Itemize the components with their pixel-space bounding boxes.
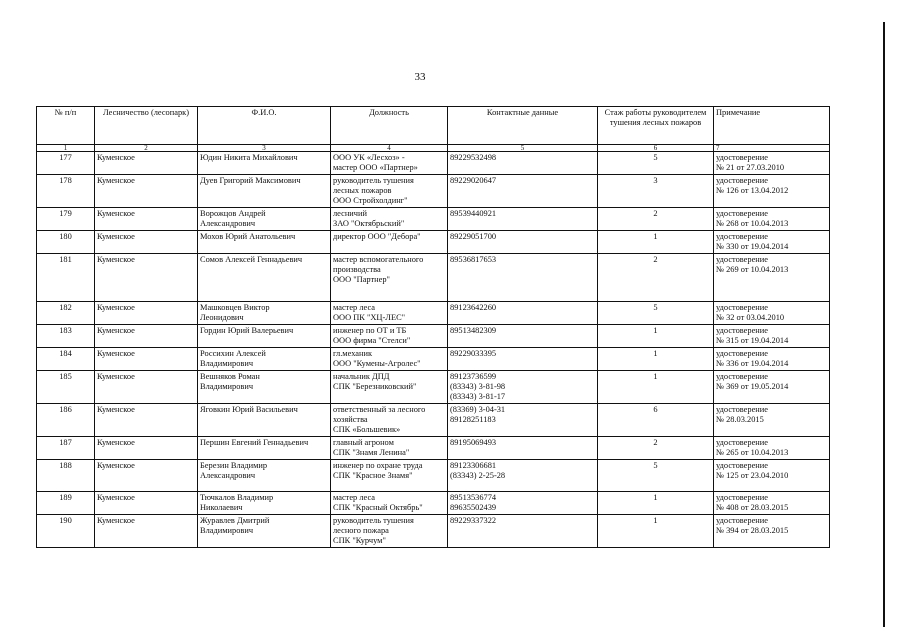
cell-line: 89229020647: [450, 176, 497, 185]
row-number-cell: [37, 460, 95, 492]
table-row: [37, 460, 830, 492]
position-cell: [331, 231, 448, 254]
cell-line: № 330 от 19.04.2014: [716, 242, 789, 251]
cell-line: № 408 от 28.03.2015: [716, 503, 789, 512]
cell-line: 89229532498: [450, 153, 497, 162]
contacts-cell: [448, 254, 598, 302]
row-number-cell: [37, 371, 95, 404]
cell-line: № 126 от 13.04.2012: [716, 186, 789, 195]
table-row: [37, 404, 830, 437]
table-row: [37, 515, 830, 548]
column-number: 4: [331, 145, 448, 152]
cell-line: 89229337322: [450, 516, 497, 525]
contacts-cell: [448, 231, 598, 254]
forestry-cell: [95, 404, 198, 437]
cell-value: 186: [59, 405, 72, 414]
cell-line: инженер по охране труда: [333, 461, 423, 470]
cell-line: Николаевич: [200, 503, 243, 512]
fire-chiefs-table: [36, 106, 830, 548]
experience-cell: [598, 437, 714, 460]
cell-value: Куменское: [97, 303, 135, 312]
cell-line: СПК "Красный Октябрь": [333, 503, 423, 512]
cell-line: Сомов Алексей Геннадьевич: [200, 255, 303, 264]
cell-line: Владимирович: [200, 359, 254, 368]
table-row: [37, 152, 830, 175]
row-number-cell: [37, 325, 95, 348]
experience-cell: [598, 460, 714, 492]
cell-line: 89513536774: [450, 493, 497, 502]
cell-line: 89123642260: [450, 303, 497, 312]
experience-cell: [598, 492, 714, 515]
forestry-cell: [95, 152, 198, 175]
contacts-cell: [448, 325, 598, 348]
cell-line: (83343) 3-81-98: [450, 382, 506, 391]
table-row: [37, 371, 830, 404]
notes-cell: [714, 325, 830, 348]
position-cell: [331, 492, 448, 515]
position-cell: [331, 254, 448, 302]
cell-line: 89123736599: [450, 372, 497, 381]
notes-cell: [714, 231, 830, 254]
cell-value: 184: [59, 349, 72, 358]
cell-line: удостоверение: [716, 153, 768, 162]
cell-line: Гордин Юрий Валерьевич: [200, 326, 294, 335]
position-cell: [331, 371, 448, 404]
cell-value: Куменское: [97, 153, 135, 162]
cell-line: ООО ПК "ХЦ-ЛЕС": [333, 313, 406, 322]
cell-value: 1: [653, 349, 658, 358]
column-number: 1: [37, 145, 95, 152]
notes-cell: [714, 175, 830, 208]
notes-cell: [714, 152, 830, 175]
position-cell: [331, 325, 448, 348]
cell-value: 2: [653, 438, 658, 447]
contacts-cell: [448, 302, 598, 325]
cell-line: ООО Стройхолдинг": [333, 196, 408, 205]
forestry-cell: [95, 208, 198, 231]
forestry-cell: [95, 175, 198, 208]
notes-cell: [714, 492, 830, 515]
notes-cell: [714, 460, 830, 492]
cell-line: Ворожцов Андрей: [200, 209, 266, 218]
notes-cell: [714, 348, 830, 371]
contacts-cell: [448, 208, 598, 231]
contacts-cell: [448, 492, 598, 515]
cell-value: Куменское: [97, 461, 135, 470]
contacts-cell: [448, 152, 598, 175]
contacts-cell: [448, 348, 598, 371]
forestry-cell: [95, 231, 198, 254]
experience-cell: [598, 254, 714, 302]
cell-line: СПК "Курчум": [333, 536, 386, 545]
cell-value: Куменское: [97, 516, 135, 525]
cell-value: 182: [59, 303, 72, 312]
notes-cell: [714, 208, 830, 231]
cell-line: СПК «Большевик»: [333, 425, 401, 434]
full-name-cell: [198, 208, 331, 231]
cell-value: Куменское: [97, 438, 135, 447]
cell-line: удостоверение: [716, 209, 768, 218]
cell-line: директор ООО "Дебора": [333, 232, 421, 241]
cell-line: № 265 от 10.04.2013: [716, 448, 789, 457]
column-number: 7: [714, 145, 830, 152]
cell-line: Владимирович: [200, 382, 254, 391]
cell-line: удостоверение: [716, 303, 768, 312]
cell-line: 89229033395: [450, 349, 497, 358]
position-cell: [331, 404, 448, 437]
forestry-cell: [95, 325, 198, 348]
experience-cell: [598, 208, 714, 231]
column-number: 5: [448, 145, 598, 152]
cell-line: гл.механик: [333, 349, 373, 358]
cell-value: Куменское: [97, 405, 135, 414]
cell-line: лесных пожаров: [333, 186, 392, 195]
cell-value: Куменское: [97, 176, 135, 185]
forestry-cell: [95, 302, 198, 325]
position-cell: [331, 460, 448, 492]
cell-line: удостоверение: [716, 461, 768, 470]
row-number-cell: [37, 404, 95, 437]
cell-line: удостоверение: [716, 349, 768, 358]
cell-line: удостоверение: [716, 405, 768, 414]
position-cell: [331, 175, 448, 208]
cell-value: 2: [653, 255, 658, 264]
position-cell: [331, 437, 448, 460]
page-number: 33: [414, 71, 426, 83]
cell-line: СПК "Березниковский": [333, 382, 417, 391]
cell-value: 6: [653, 405, 658, 414]
cell-value: 179: [59, 209, 72, 218]
cell-line: № 269 от 10.04.2013: [716, 265, 789, 274]
table-row: [37, 325, 830, 348]
forestry-cell: [95, 371, 198, 404]
notes-cell: [714, 254, 830, 302]
cell-value: 1: [653, 372, 658, 381]
cell-line: удостоверение: [716, 372, 768, 381]
full-name-cell: [198, 404, 331, 437]
cell-line: ООО "Партнер": [333, 275, 390, 284]
position-cell: [331, 152, 448, 175]
notes-cell: [714, 371, 830, 404]
cell-line: № 315 от 19.04.2014: [716, 336, 789, 345]
cell-line: инженер по ОТ и ТБ: [333, 326, 407, 335]
header-cell: Стаж работы руководителем тушения лесных пожаров: [598, 107, 714, 145]
position-cell: [331, 302, 448, 325]
cell-value: 1: [653, 493, 658, 502]
cell-line: Вешняков Роман: [200, 372, 260, 381]
cell-value: 183: [59, 326, 72, 335]
header-cell: Контактные данные: [448, 107, 598, 145]
cell-line: 89513482309: [450, 326, 497, 335]
cell-line: мастер вспомогательного: [333, 255, 424, 264]
cell-line: 89536817653: [450, 255, 497, 264]
cell-line: № 125 от 23.04.2010: [716, 471, 789, 480]
row-number-cell: [37, 515, 95, 548]
experience-cell: [598, 325, 714, 348]
cell-line: удостоверение: [716, 232, 768, 241]
table-row: [37, 302, 830, 325]
cell-line: производства: [333, 265, 381, 274]
column-number: 2: [95, 145, 198, 152]
header-row: [37, 107, 830, 145]
cell-line: Мохов Юрий Анатольевич: [200, 232, 296, 241]
table-row: [37, 231, 830, 254]
cell-line: № 268 от 10.04.2013: [716, 219, 789, 228]
cell-line: Александрович: [200, 219, 256, 228]
cell-line: удостоверение: [716, 176, 768, 185]
cell-line: 89635502439: [450, 503, 497, 512]
full-name-cell: [198, 231, 331, 254]
cell-value: 1: [653, 232, 658, 241]
full-name-cell: [198, 325, 331, 348]
cell-line: Машковцев Виктор: [200, 303, 270, 312]
row-number-cell: [37, 302, 95, 325]
cell-value: Куменское: [97, 326, 135, 335]
cell-line: Россихин Алексей: [200, 349, 266, 358]
forestry-cell: [95, 254, 198, 302]
cell-value: 189: [59, 493, 72, 502]
table-row: [37, 348, 830, 371]
cell-line: Тючкалов Владимир: [200, 493, 274, 502]
table-row: [37, 492, 830, 515]
position-cell: [331, 515, 448, 548]
cell-line: Юдин Никита Михайлович: [200, 153, 298, 162]
forestry-cell: [95, 492, 198, 515]
forestry-cell: [95, 515, 198, 548]
table-row: [37, 208, 830, 231]
experience-cell: [598, 175, 714, 208]
column-number-row: [37, 145, 830, 152]
row-number-cell: [37, 152, 95, 175]
cell-line: СПК "Красное Знамя": [333, 471, 413, 480]
cell-line: удостоверение: [716, 255, 768, 264]
experience-cell: [598, 515, 714, 548]
full-name-cell: [198, 175, 331, 208]
experience-cell: [598, 348, 714, 371]
header-cell: Примечание: [714, 107, 830, 145]
cell-value: Куменское: [97, 255, 135, 264]
cell-value: 190: [59, 516, 72, 525]
cell-line: № 369 от 19.05.2014: [716, 382, 789, 391]
contacts-cell: [448, 371, 598, 404]
notes-cell: [714, 302, 830, 325]
cell-line: хозяйства: [333, 415, 368, 424]
row-number-cell: [37, 208, 95, 231]
cell-line: Журавлев Дмитрий: [200, 516, 270, 525]
cell-line: ООО "Кумены-Агролес": [333, 359, 421, 368]
position-cell: [331, 348, 448, 371]
full-name-cell: [198, 492, 331, 515]
position-cell: [331, 208, 448, 231]
cell-line: 89128251183: [450, 415, 496, 424]
cell-line: лесного пожара: [333, 526, 389, 535]
forestry-cell: [95, 437, 198, 460]
contacts-cell: [448, 460, 598, 492]
header-cell: Ф.И.О.: [198, 107, 331, 145]
cell-line: (83343) 2-25-28: [450, 471, 506, 480]
experience-cell: [598, 371, 714, 404]
cell-line: удостоверение: [716, 516, 768, 525]
cell-value: 188: [59, 461, 72, 470]
cell-value: 1: [653, 516, 658, 525]
experience-cell: [598, 302, 714, 325]
row-number-cell: [37, 254, 95, 302]
cell-line: (83343) 3-81-17: [450, 392, 506, 401]
row-number-cell: [37, 437, 95, 460]
cell-value: 5: [653, 303, 658, 312]
experience-cell: [598, 231, 714, 254]
header-cell: Лесничество (лесопарк): [95, 107, 198, 145]
cell-line: мастер ООО «Партнер»: [333, 163, 418, 172]
cell-line: № 336 от 19.04.2014: [716, 359, 789, 368]
forestry-cell: [95, 348, 198, 371]
contacts-cell: [448, 437, 598, 460]
table-row: [37, 437, 830, 460]
cell-line: ООО фирма "Стелси": [333, 336, 411, 345]
page-edge-rule: [883, 22, 885, 627]
cell-value: 187: [59, 438, 72, 447]
notes-cell: [714, 437, 830, 460]
cell-line: руководитель тушения: [333, 516, 414, 525]
forestry-cell: [95, 460, 198, 492]
cell-line: ООО УК «Лесхоз» -: [333, 153, 405, 162]
notes-cell: [714, 404, 830, 437]
cell-line: Дуев Григорий Максимович: [200, 176, 301, 185]
full-name-cell: [198, 152, 331, 175]
cell-line: 89123306681: [450, 461, 497, 470]
cell-value: Куменское: [97, 372, 135, 381]
cell-line: СПК "Знамя Ленина": [333, 448, 410, 457]
table-row: [37, 254, 830, 302]
cell-value: 185: [59, 372, 72, 381]
table-row: [37, 175, 830, 208]
full-name-cell: [198, 302, 331, 325]
cell-line: удостоверение: [716, 493, 768, 502]
experience-cell: [598, 152, 714, 175]
cell-line: ЗАО "Октябрьский": [333, 219, 405, 228]
cell-line: № 394 от 28.03.2015: [716, 526, 789, 535]
experience-cell: [598, 404, 714, 437]
cell-line: лесничий: [333, 209, 367, 218]
row-number-cell: [37, 348, 95, 371]
cell-line: Першин Евгений Геннадьевич: [200, 438, 309, 447]
full-name-cell: [198, 437, 331, 460]
row-number-cell: [37, 492, 95, 515]
row-number-cell: [37, 175, 95, 208]
cell-line: удостоверение: [716, 438, 768, 447]
cell-line: Владимирович: [200, 526, 254, 535]
contacts-cell: [448, 404, 598, 437]
cell-line: № 21 от 27.03.2010: [716, 163, 785, 172]
full-name-cell: [198, 515, 331, 548]
cell-line: 89195069493: [450, 438, 497, 447]
full-name-cell: [198, 254, 331, 302]
full-name-cell: [198, 348, 331, 371]
cell-line: ответственный за лесного: [333, 405, 426, 414]
column-number: 6: [598, 145, 714, 152]
cell-value: 1: [653, 326, 658, 335]
cell-value: 178: [59, 176, 72, 185]
cell-value: 5: [653, 461, 658, 470]
cell-value: 5: [653, 153, 658, 162]
cell-value: 2: [653, 209, 658, 218]
cell-line: начальник ДПД: [333, 372, 390, 381]
row-number-cell: [37, 231, 95, 254]
cell-line: Березин Владимир: [200, 461, 268, 470]
full-name-cell: [198, 371, 331, 404]
cell-value: Куменское: [97, 209, 135, 218]
cell-value: 177: [59, 153, 72, 162]
cell-value: 180: [59, 232, 72, 241]
full-name-cell: [198, 460, 331, 492]
header-cell: № п/п: [37, 107, 95, 145]
cell-line: 89229051700: [450, 232, 497, 241]
notes-cell: [714, 515, 830, 548]
cell-value: 181: [59, 255, 72, 264]
cell-line: мастер леса: [333, 303, 375, 312]
cell-value: Куменское: [97, 232, 135, 241]
cell-line: Леонидович: [200, 313, 244, 322]
cell-line: (83369) 3-04-31: [450, 405, 506, 414]
contacts-cell: [448, 515, 598, 548]
cell-value: 3: [653, 176, 658, 185]
contacts-cell: [448, 175, 598, 208]
column-number: 3: [198, 145, 331, 152]
header-cell: Должность: [331, 107, 448, 145]
cell-value: Куменское: [97, 493, 135, 502]
cell-line: главный агроном: [333, 438, 394, 447]
cell-line: мастер леса: [333, 493, 375, 502]
cell-value: Куменское: [97, 349, 135, 358]
cell-line: № 32 от 03.04.2010: [716, 313, 785, 322]
cell-line: Александрович: [200, 471, 256, 480]
cell-line: № 28.03.2015: [716, 415, 764, 424]
cell-line: удостоверение: [716, 326, 768, 335]
cell-line: Яговкин Юрий Васильевич: [200, 405, 298, 414]
cell-line: 89539440921: [450, 209, 497, 218]
cell-line: руководитель тушения: [333, 176, 414, 185]
